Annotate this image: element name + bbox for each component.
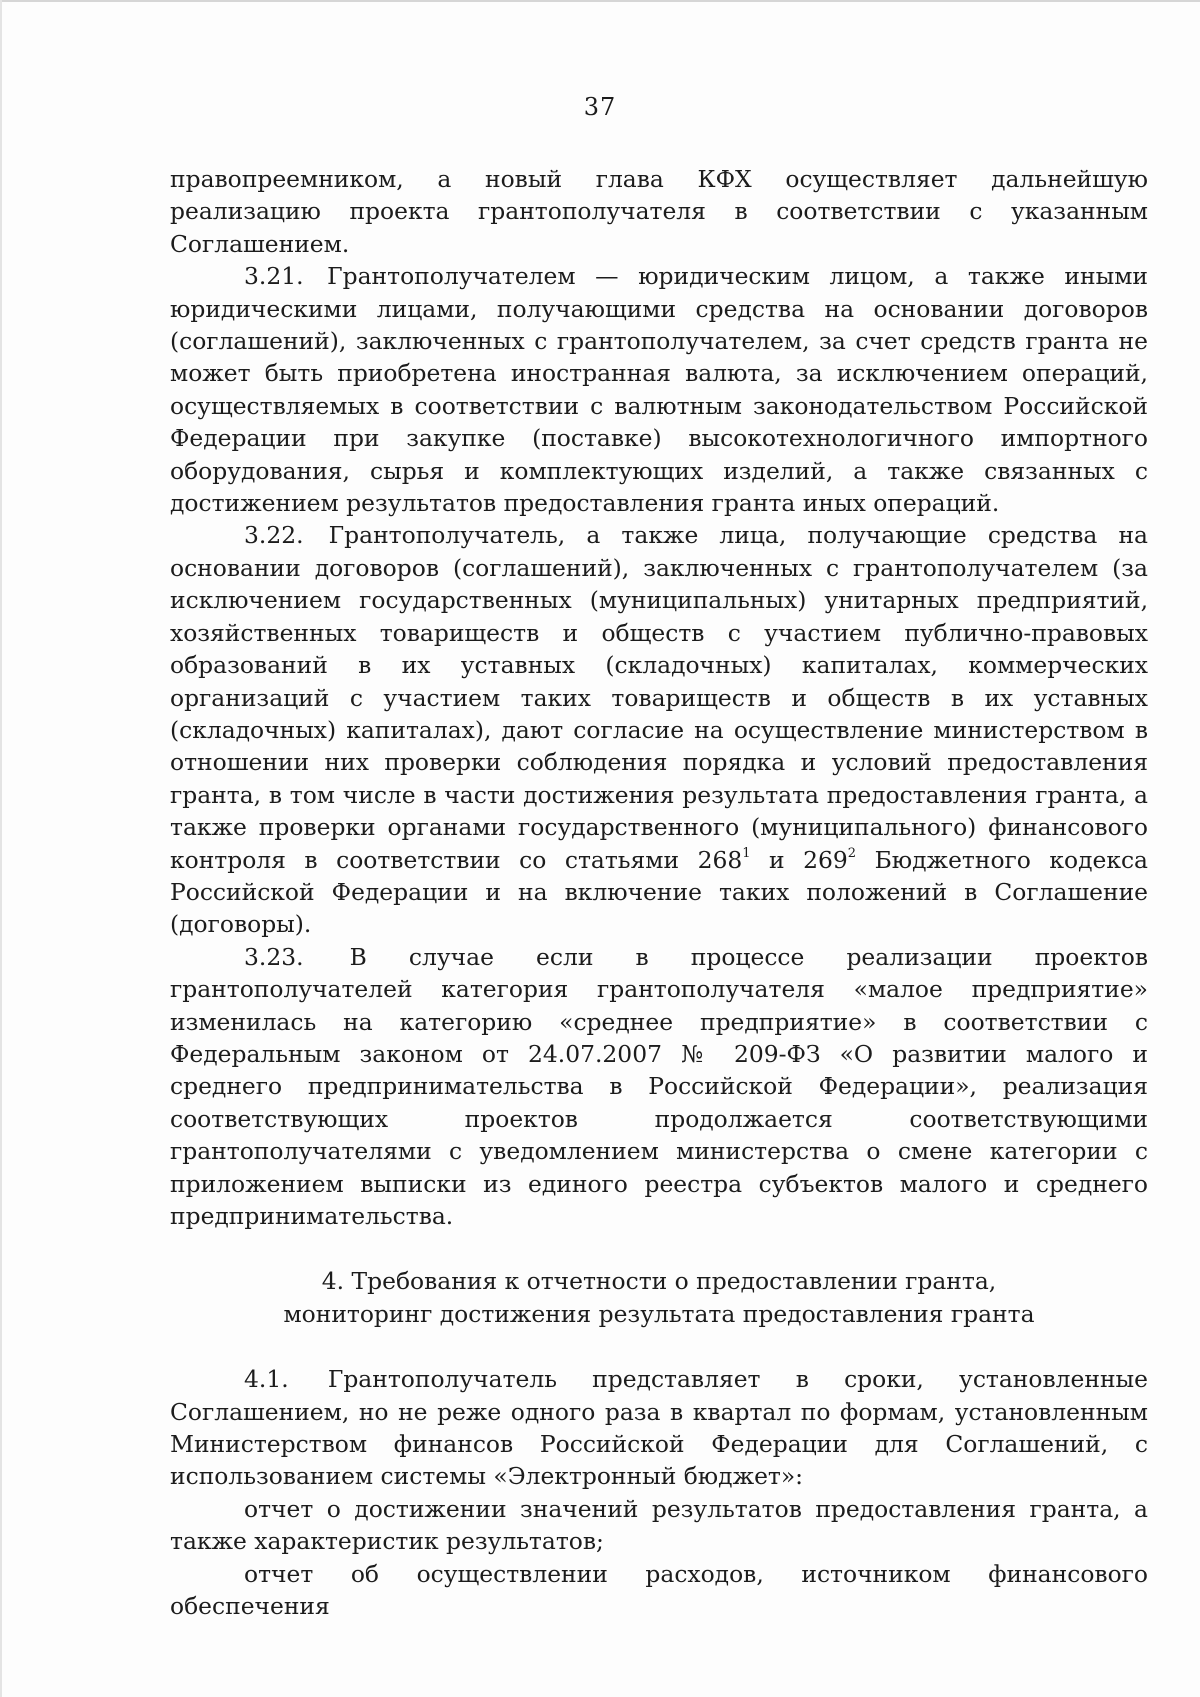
clause-text: В случае если в процессе реализации проектов грантополучателей категория грантополучателя «малое предприятие» изменилась на категорию «среднее предприятие» в соответствии с Федеральным законом от 24.07.2007 № 209-ФЗ «О развитии малого и среднего предпринимательства в Российской Федерации», реализация соответствующих проектов продолжается соответствующими грантополучателями с уведомлением министерства о смене категории с приложением выписки из единого реестра субъектов малого и среднего предпринимательства.: [170, 942, 1148, 1230]
clause-number: 3.21.: [244, 262, 304, 291]
section-4-heading: [170, 1265, 1148, 1330]
article-number: 268: [697, 845, 743, 874]
document-body: [170, 163, 1148, 1622]
clause-number: 3.23.: [244, 942, 304, 971]
paragraph-3-23: [170, 941, 1148, 1233]
clause-text: Грантополучатель представляет в сроки, установленные Соглашением, но не реже одного раза в квартал по формам, установленным Министерством финансов Российской Федерации для Соглашений, с использованием системы «Электронный бюджет»:: [170, 1365, 1148, 1491]
paragraph-continuation: правопреемником, а новый глава КФХ осуществляет дальнейшую реализацию проекта грантополучателя в соответствии с указанным Соглашением.: [170, 165, 1148, 258]
section-heading-line-1: 4. Требования к отчетности о предоставлении гранта,: [321, 1267, 997, 1296]
scan-top-edge: [0, 0, 1200, 2]
article-superscript: 1: [742, 845, 751, 861]
conjunction: и: [769, 845, 785, 874]
clause-number: 3.22.: [244, 521, 304, 550]
report-item-1: отчет о достижении значений результатов предоставления гранта, а также характеристик результатов;: [170, 1494, 1148, 1556]
section-heading-line-2: мониторинг достижения результата предоставления гранта: [283, 1299, 1035, 1328]
paragraph-4-1: [170, 1363, 1148, 1493]
clause-text: Грантополучателем — юридическим лицом, а также иными юридическими лицами, получающими средства на основании договоров (соглашений), заключенных с грантополучателем, за счет средств гранта не может быть приобретена иностранная валюта, за исключением операций, осуществляемых в соответствии с валютным законодательством Российской Федерации при закупке (поставке) высокотехнологичного импортного оборудования, сырья и комплектующих изделий, а также связанных с достижением результатов предоставления гранта иных операций.: [170, 262, 1148, 518]
article-superscript: 2: [847, 845, 857, 861]
page-number: 37: [583, 93, 617, 121]
scan-left-edge: [0, 0, 2, 1697]
clause-number: 4.1.: [244, 1365, 289, 1394]
clause-text: Бюджетного кодекса Российской Федерации и на включение таких положений в Соглашение (договоры).: [170, 845, 1148, 939]
paragraph-3-22: [170, 519, 1148, 940]
report-item-2: отчет об осуществлении расходов, источником финансового обеспечения: [170, 1559, 1148, 1621]
article-number: 269: [803, 845, 848, 874]
clause-text: Грантополучатель, а также лица, получающие средства на основании договоров (соглашений), заключенных с грантополучателем (за исключением государственных (муниципальных) унитарных предприятий, хозяйственных товариществ и обществ с участием публично-правовых образований в их уставных (складочных) капиталах, коммерческих организаций с участием таких товариществ и обществ в их уставных (складочных) капиталах), дают согласие на осуществление министерством в отношении них проверки соблюдения порядка и условий предоставления гранта, в том числе в части достижения результата предоставления гранта, а также проверки органами государственного (муниципального) финансового контроля в соответствии со статьями: [170, 521, 1148, 874]
paragraph-3-21: [170, 260, 1148, 519]
